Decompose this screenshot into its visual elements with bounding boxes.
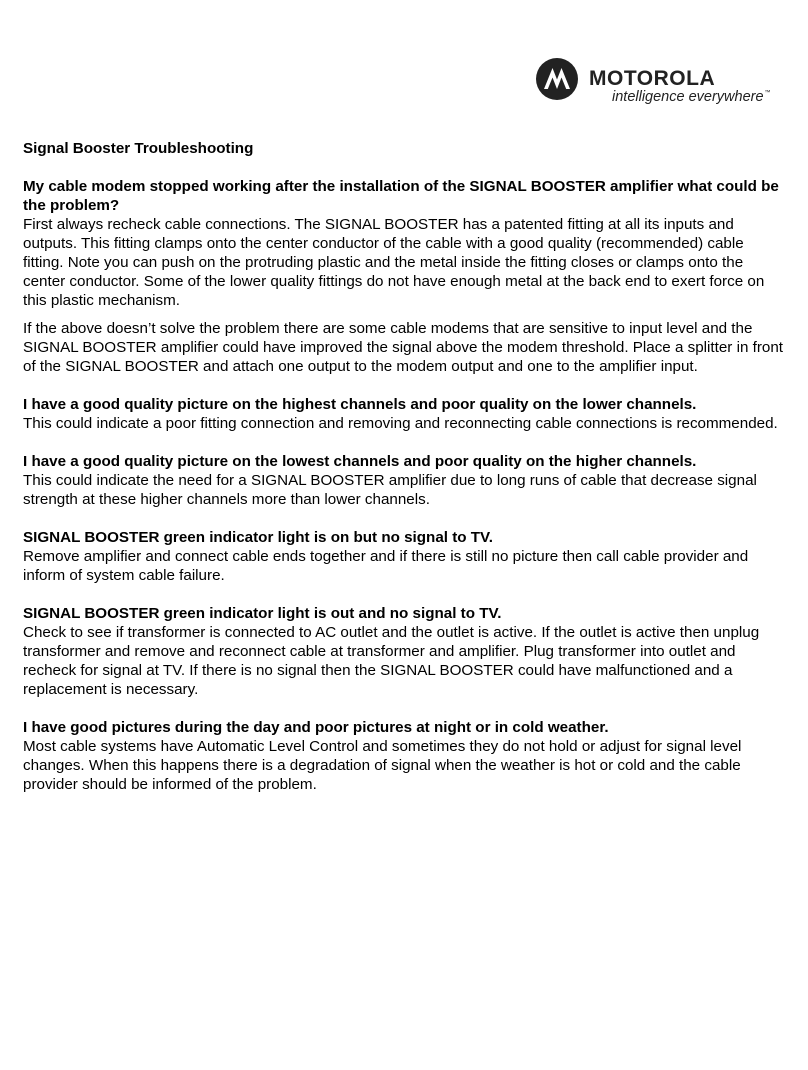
faq-question: SIGNAL BOOSTER green indicator light is out and no signal to TV.: [23, 605, 502, 622]
faq-question: I have a good quality picture on the highest channels and poor quality on the lower channels.: [23, 396, 697, 413]
tagline-text: intelligence everywhere: [612, 89, 764, 105]
faq-answer: [23, 623, 788, 699]
document-title: Signal Booster Troubleshooting: [23, 140, 254, 157]
faq-answer: [23, 215, 788, 376]
motorola-batwing-icon: [536, 58, 578, 100]
answer-paragraph: This could indicate a poor fitting connection and removing and reconnecting cable connections is recommended.: [23, 415, 778, 432]
trademark-symbol: ™: [764, 90, 771, 96]
faq-item: [23, 718, 788, 794]
faq-answer: [23, 414, 788, 433]
faq-item: [23, 452, 788, 509]
faq-question: I have a good quality picture on the lowest channels and poor quality on the higher channels.: [23, 453, 697, 470]
faq-item: [23, 177, 788, 376]
faq-question: SIGNAL BOOSTER green indicator light is on but no signal to TV.: [23, 529, 493, 546]
faq-answer: [23, 471, 788, 509]
answer-paragraph: Most cable systems have Automatic Level Control and sometimes they do not hold or adjust for signal level changes. When this happens there is a degradation of signal when the weather is hot or cold and the cable provider should be informed of the problem.: [23, 738, 742, 793]
answer-paragraph: Check to see if transformer is connected to AC outlet and the outlet is active. If the outlet is active then unplug transformer and remove and reconnect cable at transformer and amplifier. Plug transformer into outlet and recheck for signal at TV. If there is no signal then the SIGNAL BOOSTER could have malfunctioned and a replacement is necessary.: [23, 624, 760, 698]
faq-item: [23, 528, 788, 585]
faq-item: [23, 395, 788, 433]
faq-question: I have good pictures during the day and poor pictures at night or in cold weather.: [23, 719, 609, 736]
document-body: [23, 139, 788, 813]
faq-answer: [23, 737, 788, 794]
answer-paragraph: If the above doesn’t solve the problem there are some cable modems that are sensitive to input level and the SIGNAL BOOSTER amplifier could have improved the signal above the modem threshold. Place a splitter in front of the SIGNAL BOOSTER and attach one output to the modem output and one to the amplifier input.: [23, 320, 784, 375]
answer-paragraph: This could indicate the need for a SIGNAL BOOSTER amplifier due to long runs of cable that decrease signal strength at these higher channels more than lower channels.: [23, 472, 757, 508]
faq-item: [23, 604, 788, 699]
answer-paragraph: First always recheck cable connections. The SIGNAL BOOSTER has a patented fitting at all its inputs and outputs. This fitting clamps onto the center conductor of the cable with a good quality (recommended) cable fitting. Note you can push on the protruding plastic and the metal inside the fitting closes or clamps onto the center conductor. Some of the lower quality fittings do not have enough metal at the back end to exert force on this plastic mechanism.: [23, 216, 765, 309]
brand-name: MOTOROLA: [589, 67, 716, 90]
motorola-logo: [536, 56, 792, 112]
brand-tagline: [612, 89, 771, 105]
faq-question: My cable modem stopped working after the installation of the SIGNAL BOOSTER amplifier what could be the problem?: [23, 178, 779, 214]
answer-paragraph: Remove amplifier and connect cable ends together and if there is still no picture then call cable provider and inform of system cable failure.: [23, 548, 749, 584]
faq-list: [23, 177, 788, 794]
faq-answer: [23, 547, 788, 585]
